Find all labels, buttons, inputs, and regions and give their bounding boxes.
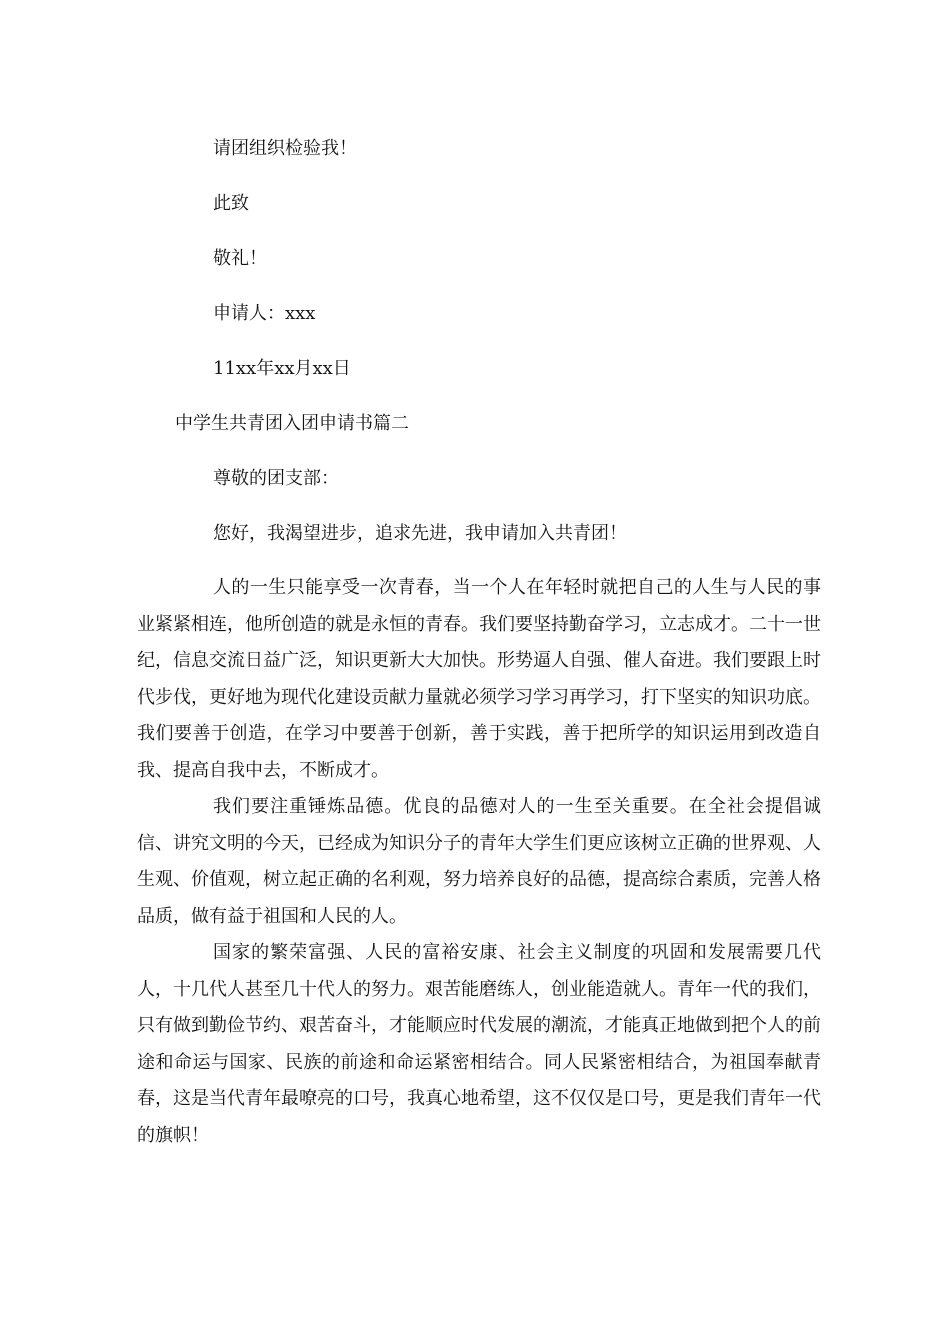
applicant-line: 申请人：xxx: [213, 303, 316, 324]
closing-request-line: 请团组织检验我！: [213, 138, 357, 159]
body-paragraph-3: 国家的繁荣富强、人民的富裕安康、社会主义制度的巩固和发展需要几代人，十几代人甚至几十代人的努力。艰苦能磨练人，创业能造就人。青年一代的我们，只有做到勤俭节约、艰苦奋斗，才能顺应时代发展的潮流，才能真正地做到把个人的前途和命运与国家、民族的前途和命运紧密相结合。同人民紧密相结合，为祖国奉献青春，这是当代青年最嘹亮的口号，我真心地希望，这不仅仅是口号，更是我们青年一代的旗帜！: [137, 942, 821, 1146]
body-paragraph-1: 人的一生只能享受一次青春，当一个人在年轻时就把自己的人生与人民的事业紧紧相连，他所创造的就是永恒的青春。我们要坚持勤奋学习，立志成才。二十一世纪，信息交流日益广泛，知识更新大大加快。形势逼人自强、催人奋进。我们要跟上时代步伐，更好地为现代化建设贡献力量就必须学习学习再学习，打下坚实的知识功底。我们要善于创造，在学习中要善于创新，善于实践，善于把所学的知识运用到改造自我、提高自我中去，不断成才。: [137, 577, 821, 781]
section-title: 中学生共青团入团申请书篇二: [175, 413, 409, 434]
closing-jingli-line: 敬礼！: [213, 248, 267, 269]
greeting: 您好，我渴望进步，追求先进，我申请加入共青团！: [213, 523, 627, 544]
body-paragraph-2: 我们要注重锤炼品德。优良的品德对人的一生至关重要。在全社会提倡诚信、讲究文明的今天，已经成为知识分子的青年大学生们更应该树立正确的世界观、人生观、价值观，树立起正确的名利观，努力培养良好的品德，提高综合素质，完善人格品质，做有益于祖国和人民的人。: [137, 796, 821, 927]
date-line: 11xx年xx月xx日: [213, 358, 351, 379]
closing-zhizhi-line: 此致: [213, 193, 249, 214]
salutation: 尊敬的团支部：: [213, 468, 339, 489]
